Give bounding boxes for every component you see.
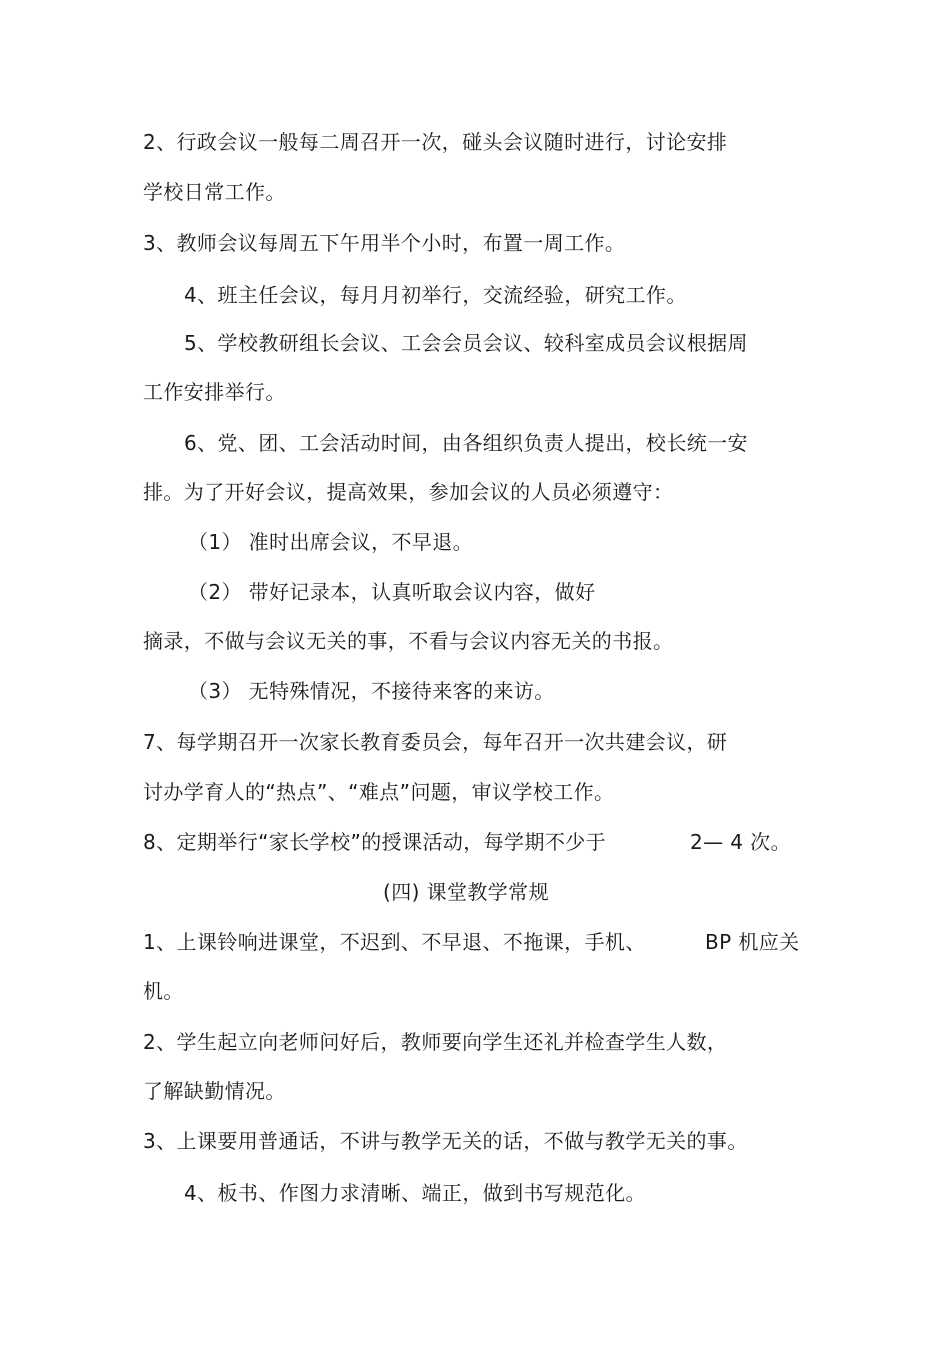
text-line: 摘录，不做与会议无关的事，不看与会议内容无关的书报。 xyxy=(143,629,674,653)
section-heading: (四) 课堂教学常规 xyxy=(383,880,549,904)
list-item: （2） 带好记录本，认真听取会议内容，做好 xyxy=(188,580,596,604)
text-line: 8、定期举行“家长学校”的授课活动，每学期不少于 xyxy=(143,830,607,854)
text-line: 讨办学育人的“热点”、“难点”问题，审议学校工作。 xyxy=(143,780,615,804)
text-line: 2、学生起立向老师问好后，教师要向学生还礼并检查学生人数， xyxy=(143,1030,728,1054)
text-line: 1、上课铃响进课堂，不迟到、不早退、不拖课，手机、 xyxy=(143,930,646,954)
text-line: 学校日常工作。 xyxy=(143,180,286,204)
text-line: 6、党、团、工会活动时间，由各组织负责人提出，校长统一安 xyxy=(184,431,748,455)
list-item: （3） 无特殊情况，不接待来客的来访。 xyxy=(188,679,555,703)
list-item: （1） 准时出席会议，不早退。 xyxy=(188,530,474,554)
text-line: 了解缺勤情况。 xyxy=(143,1079,286,1103)
text-line-tail: BP 机应关 xyxy=(705,930,800,954)
text-line: 机。 xyxy=(143,979,184,1003)
text-line: 5、学校教研组长会议、工会会员会议、较科室成员会议根据周 xyxy=(184,331,748,355)
text-line: 2、行政会议一般每二周召开一次，碰头会议随时进行，讨论安排 xyxy=(143,130,728,154)
text-line: 工作安排举行。 xyxy=(143,380,286,404)
text-line: 3、上课要用普通话，不讲与教学无关的话，不做与教学无关的事。 xyxy=(143,1129,748,1153)
text-line: 排。为了开好会议，提高效果，参加会议的人员必须遵守： xyxy=(143,480,674,504)
text-line-tail: 2— 4 次。 xyxy=(690,830,791,854)
text-line: 4、班主任会议，每月月初举行，交流经验，研究工作。 xyxy=(184,283,687,307)
text-line: 4、板书、作图力求清晰、端正，做到书写规范化。 xyxy=(184,1181,646,1205)
text-line: 3、教师会议每周五下午用半个小时，布置一周工作。 xyxy=(143,231,626,255)
text-line: 7、每学期召开一次家长教育委员会，每年召开一次共建会议，研 xyxy=(143,730,728,754)
